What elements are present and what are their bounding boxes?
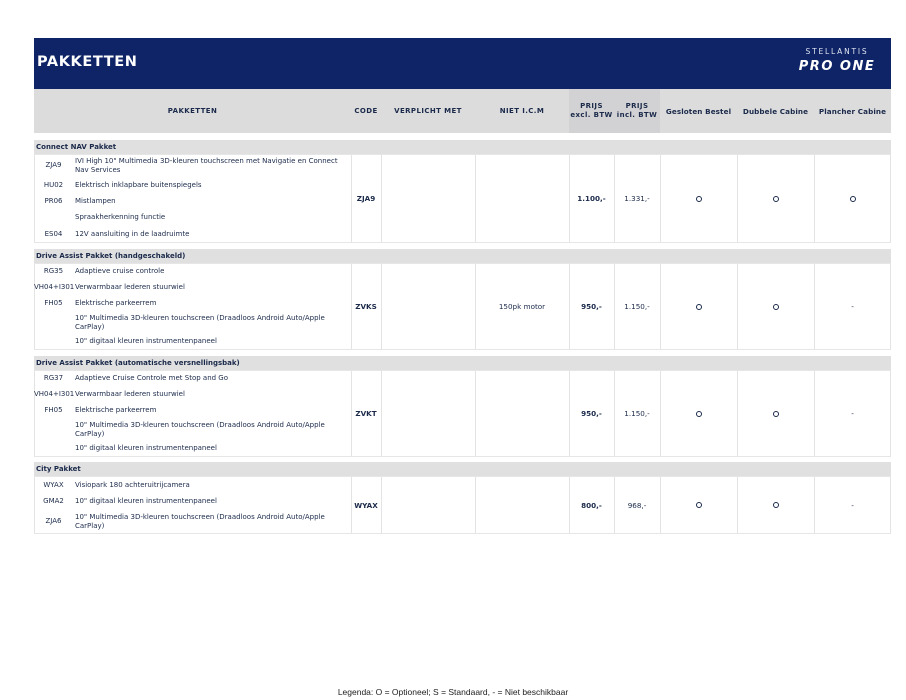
item-description: Mistlampen <box>75 197 116 205</box>
header-dubbele-cabine: Dubbele Cabine <box>742 106 809 116</box>
brand-logo <box>795 47 879 81</box>
brand-logo-top: STELLANTIS <box>805 47 869 56</box>
item-description: Verwarmbaar lederen stuurwiel <box>75 283 185 291</box>
package-code: ZVKT <box>355 409 377 418</box>
availability-dubbele <box>737 477 814 533</box>
optional-circle-icon <box>850 196 856 202</box>
availability-plancher: - <box>851 302 854 311</box>
availability-plancher: - <box>851 500 854 510</box>
package-code: ZJA9 <box>356 194 376 203</box>
price-excl: 800,- <box>581 500 602 510</box>
item-description: 10" Multimedia 3D-kleuren touchscreen (Draadloos Android Auto/Apple CarPlay) <box>75 513 325 530</box>
package-header: Connect NAV Pakket <box>34 140 891 154</box>
item-description: Elektrische parkeerrem <box>75 299 157 307</box>
table-header <box>34 89 891 133</box>
item-code: FH05 <box>44 299 63 307</box>
price-excl: 950,- <box>581 302 602 311</box>
legend: Legenda: O = Optioneel; S = Standaard, - = Niet beschikbaar <box>337 687 569 697</box>
page-title: PAKKETTEN <box>37 54 138 70</box>
availability-gesloten <box>660 155 737 242</box>
package-code: ZVKS <box>355 302 377 311</box>
package-niet-icm <box>475 155 569 242</box>
price-excl: 950,- <box>581 409 602 418</box>
availability-gesloten <box>660 264 737 349</box>
optional-circle-icon <box>696 196 702 202</box>
item-description: Verwarmbaar lederen stuurwiel <box>75 390 185 398</box>
package-niet-icm <box>475 371 569 456</box>
item-code: VH04+I301 <box>34 283 75 291</box>
item-code: WYAX <box>43 481 64 489</box>
package-header: City Pakket <box>34 462 891 476</box>
availability-plancher: - <box>851 409 854 418</box>
optional-circle-icon <box>773 304 779 310</box>
title-banner <box>34 38 891 89</box>
item-description: Elektrische parkeerrem <box>75 406 157 414</box>
header-pakketten: PAKKETTEN <box>167 106 218 115</box>
item-description: Adaptieve cruise controle <box>75 267 165 275</box>
optional-circle-icon <box>696 304 702 310</box>
item-code: HU02 <box>43 181 64 189</box>
package-header: Drive Assist Pakket (handgeschakeld) <box>34 249 891 263</box>
price-incl: 1.150,- <box>624 302 650 311</box>
package-niet-icm: 150pk motor <box>498 302 546 311</box>
item-description: Visiopark 180 achteruitrijcamera <box>75 481 190 489</box>
item-code: PR06 <box>44 197 63 205</box>
availability-gesloten <box>660 477 737 533</box>
header-gesloten-bestel: Gesloten Bestel <box>665 106 732 116</box>
optional-circle-icon <box>696 411 702 417</box>
item-description: Elektrisch inklapbare buitenspiegels <box>75 181 202 189</box>
package-verplicht <box>381 155 475 242</box>
header-prijs-excl <box>569 89 614 133</box>
package-verplicht <box>381 371 475 456</box>
package-body <box>34 263 891 350</box>
package-body <box>34 154 891 243</box>
item-code: RG37 <box>43 374 64 382</box>
item-description: 10" digitaal kleuren instrumentenpaneel <box>75 497 217 505</box>
header-prijs-incl <box>614 89 660 133</box>
package-body <box>34 370 891 457</box>
item-code: ZJA9 <box>45 161 62 169</box>
price-incl: 1.150,- <box>624 409 650 418</box>
package-niet-icm <box>475 477 569 533</box>
header-prijs-excl-line1: PRIJS <box>580 102 603 110</box>
price-excl: 1.100,- <box>577 194 606 203</box>
availability-dubbele <box>737 371 814 456</box>
item-description: Spraakherkenning functie <box>75 213 166 221</box>
optional-circle-icon <box>773 502 779 508</box>
package-body <box>34 476 891 534</box>
price-incl: 968,- <box>627 500 647 510</box>
item-description: 12V aansluiting in de laadruimte <box>75 230 190 238</box>
item-code: VH04+I301 <box>34 390 75 398</box>
item-description: 10" Multimedia 3D-kleuren touchscreen (Draadloos Android Auto/Apple CarPlay) <box>75 421 325 438</box>
brand-logo-bottom: PRO ONE <box>798 59 876 74</box>
package-header: Drive Assist Pakket (automatische versnellingsbak) <box>34 356 891 370</box>
package-verplicht <box>381 477 475 533</box>
item-description: IVI High 10" Multimedia 3D-kleuren touchscreen met Navigatie en Connect Nav Services <box>75 157 338 174</box>
optional-circle-icon <box>696 502 702 508</box>
optional-circle-icon <box>773 196 779 202</box>
availability-dubbele <box>737 155 814 242</box>
item-code: ZJA6 <box>45 517 62 525</box>
availability-gesloten <box>660 371 737 456</box>
header-prijs-incl-line1: PRIJS <box>625 102 649 110</box>
item-description: 10" Multimedia 3D-kleuren touchscreen (Draadloos Android Auto/Apple CarPlay) <box>75 314 325 331</box>
header-niet-icm: NIET I.C.M <box>499 106 545 115</box>
item-code: ES04 <box>44 230 63 238</box>
item-description: Adaptieve Cruise Controle met Stop and Go <box>75 374 229 382</box>
package-code: WYAX <box>354 500 378 510</box>
item-description: 10" digitaal kleuren instrumentenpaneel <box>75 337 217 345</box>
header-plancher-cabine: Plancher Cabine <box>818 106 887 116</box>
availability-dubbele <box>737 264 814 349</box>
package-verplicht <box>381 264 475 349</box>
item-code: GMA2 <box>43 497 64 505</box>
header-verplicht-met: VERPLICHT MET <box>394 106 462 115</box>
header-code: CODE <box>354 106 378 115</box>
header-prijs-excl-line2: excl. BTW <box>570 111 613 119</box>
item-code: FH05 <box>44 406 63 414</box>
availability-plancher <box>814 155 891 242</box>
price-incl: 1.331,- <box>624 194 650 203</box>
item-code: RG35 <box>43 267 64 275</box>
header-prijs-incl-line2: incl. BTW <box>616 111 658 119</box>
item-description: 10" digitaal kleuren instrumentenpaneel <box>75 444 217 452</box>
optional-circle-icon <box>773 411 779 417</box>
